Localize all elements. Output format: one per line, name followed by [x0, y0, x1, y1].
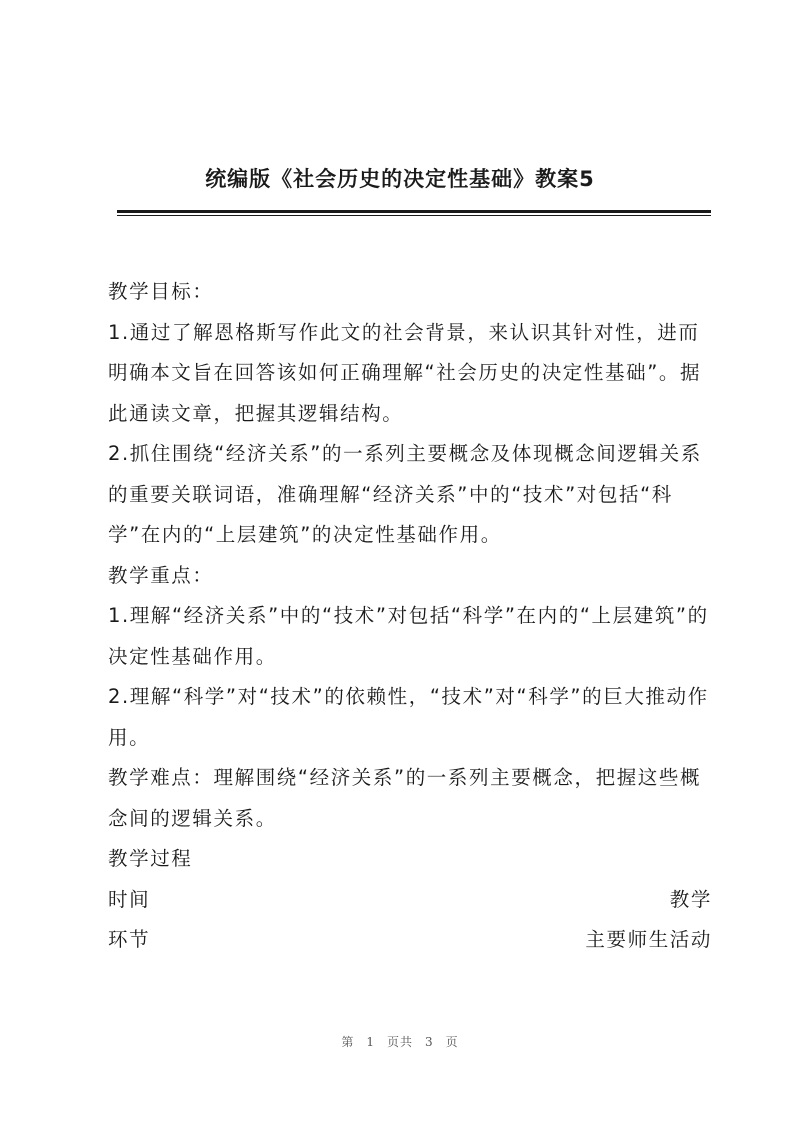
paragraph: 2.理解“科学”对“技术”的依赖性，“技术”对“科学”的巨大推动作用。: [108, 685, 709, 749]
document-body: [108, 272, 712, 961]
table-cell: 时间: [108, 887, 151, 911]
title-underline-thin: [117, 215, 711, 216]
paragraph: 1.理解“经济关系”中的“技术”对包括“科学”在内的“上层建筑”的决定性基础作用。: [108, 604, 709, 668]
paragraph: 教学难点：理解围绕“经济关系”的一系列主要概念，把握这些概念间的逻辑关系。: [108, 766, 702, 830]
footer-page-number: 1: [366, 1035, 375, 1049]
title-underline: [117, 210, 711, 213]
section-heading-objectives: 教学目标：: [108, 280, 214, 303]
table-cell: 教学: [669, 887, 712, 911]
table-row: [108, 880, 712, 921]
section-heading-key-points: 教学重点：: [108, 563, 214, 587]
document-title: 统编版《社会历史的决定性基础》教案5: [205, 167, 595, 191]
footer-total-pages: 3: [425, 1035, 434, 1049]
footer-suffix: 页: [445, 1035, 459, 1049]
table-cell: 环节: [108, 928, 151, 951]
paragraph: 1.通过了解恩格斯写作此文的社会背景，来认识其针对性，进而明确本文旨在回答该如何正确理解“社会历史的决定性基础”。据此通读文章，把握其逻辑结构。: [108, 320, 702, 425]
table-cell: 主要师生活动: [585, 928, 712, 951]
paragraph: 2.抓住围绕“经济关系”的一系列主要概念及体现概念间逻辑关系的重要关联词语，准确理解“经济关系”中的“技术”对包括“科学”在内的“上层建筑”的决定性基础作用。: [108, 442, 702, 546]
table-row: [108, 920, 712, 961]
footer-middle: 页共: [386, 1035, 413, 1049]
page-footer: [0, 1033, 800, 1050]
footer-prefix: 第: [341, 1035, 355, 1049]
section-heading-process: 教学过程: [108, 847, 193, 870]
